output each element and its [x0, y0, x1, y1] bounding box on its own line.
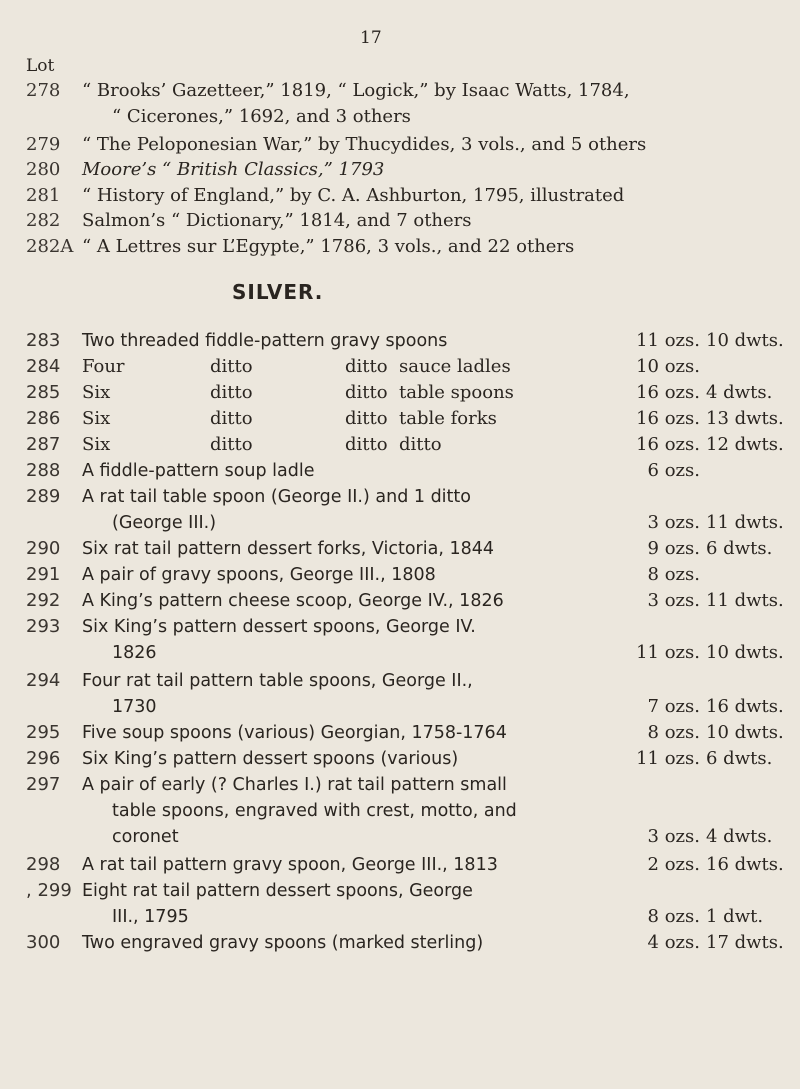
- weight-ounces: 11 ozs.: [636, 748, 700, 769]
- weight-pennyweights: 16 dwts.: [706, 854, 784, 875]
- weight-ounces: 11 ozs.: [636, 330, 700, 351]
- lot-item-type: ditto table spoons: [345, 382, 514, 403]
- lot-item-type: ditto ditto: [345, 434, 442, 455]
- weight-pennyweights: 1 dwt.: [706, 906, 764, 927]
- lot-item-type: ditto table forks: [345, 408, 497, 429]
- lot-number: 282A: [26, 236, 74, 257]
- lot-description-continued: III., 1795: [112, 907, 189, 927]
- lot-description: Four rat tail pattern table spoons, George II.,: [82, 671, 473, 691]
- lot-number: 284: [26, 356, 61, 377]
- weight-pennyweights: 10 dwts.: [706, 722, 784, 743]
- lot-description: Two engraved gravy spoons (marked sterling): [82, 933, 484, 953]
- lot-description: “ History of England,” by C. A. Ashburton, 1795, illustrated: [82, 185, 625, 206]
- lot-number: 298: [26, 854, 61, 875]
- lot-description-continued: “ Cicerones,” 1692, and 3 others: [112, 106, 411, 127]
- lot-number: 291: [26, 564, 61, 585]
- lot-column-header: Lot: [26, 56, 55, 76]
- weight-pennyweights: 10 dwts.: [706, 642, 784, 663]
- weight-ounces: 11 ozs.: [636, 642, 700, 663]
- lot-description: “ A Lettres sur L’Egypte,” 1786, 3 vols., and 22 others: [82, 236, 575, 257]
- weight-ounces: 4 ozs.: [647, 932, 700, 953]
- weight-pennyweights: 4 dwts.: [706, 826, 773, 847]
- weight-pennyweights: 4 dwts.: [706, 382, 773, 403]
- lot-number: 283: [26, 330, 61, 351]
- lot-number: 296: [26, 748, 61, 769]
- lot-number: 282: [26, 210, 61, 231]
- lot-description: A rat tail table spoon (George II.) and 1 ditto: [82, 487, 471, 507]
- weight-ounces: 3 ozs.: [647, 590, 700, 611]
- lot-description-continued: (George III.): [112, 513, 217, 533]
- lot-ditto: ditto: [210, 408, 253, 429]
- weight-pennyweights: 16 dwts.: [706, 696, 784, 717]
- weight-ounces: 2 ozs.: [647, 854, 700, 875]
- lot-description: A pair of early (? Charles I.) rat tail pattern small: [82, 775, 507, 795]
- lot-number: 280: [26, 159, 61, 180]
- lot-quantity: Six: [82, 408, 111, 429]
- lot-number: 285: [26, 382, 61, 403]
- lot-description-continued: coronet: [112, 827, 179, 847]
- weight-ounces: 9 ozs.: [647, 538, 700, 559]
- lot-description: A King’s pattern cheese scoop, George IV., 1826: [82, 591, 504, 611]
- lot-description: “ The Peloponesian War,” by Thucydides, 3 vols., and 5 others: [82, 134, 647, 155]
- lot-description: Moore’s “ British Classics,” 1793: [82, 159, 385, 180]
- lot-number: 293: [26, 616, 61, 637]
- lot-item-type: ditto sauce ladles: [345, 356, 511, 377]
- weight-pennyweights: 11 dwts.: [706, 512, 784, 533]
- lot-quantity: Four: [82, 356, 125, 377]
- lot-description: Five soup spoons (various) Georgian, 1758-1764: [82, 723, 507, 743]
- lot-quantity: Six: [82, 382, 111, 403]
- lot-number: 300: [26, 932, 61, 953]
- lot-description: Six King’s pattern dessert spoons, George IV.: [82, 617, 476, 637]
- lot-number: 281: [26, 185, 61, 206]
- lot-description: Six King’s pattern dessert spoons (various): [82, 749, 459, 769]
- lot-number: , 299: [26, 880, 72, 901]
- weight-pennyweights: 13 dwts.: [706, 408, 784, 429]
- weight-ounces: 16 ozs.: [636, 434, 700, 455]
- lot-ditto: ditto: [210, 382, 253, 403]
- lot-description: Six rat tail pattern dessert forks, Victoria, 1844: [82, 539, 494, 559]
- lot-description-continued: table spoons, engraved with crest, motto, and: [112, 801, 517, 821]
- lot-number: 292: [26, 590, 61, 611]
- weight-pennyweights: 17 dwts.: [706, 932, 784, 953]
- weight-ounces: 10 ozs.: [636, 356, 700, 377]
- lot-number: 289: [26, 486, 61, 507]
- lot-number: 288: [26, 460, 61, 481]
- lot-number: 294: [26, 670, 61, 691]
- lot-ditto: ditto: [210, 356, 253, 377]
- lot-description: Salmon’s “ Dictionary,” 1814, and 7 others: [82, 210, 472, 231]
- lot-description: A fiddle-pattern soup ladle: [82, 461, 315, 481]
- weight-ounces: 8 ozs.: [647, 564, 700, 585]
- lot-description: A rat tail pattern gravy spoon, George III., 1813: [82, 855, 498, 875]
- lot-number: 287: [26, 434, 61, 455]
- weight-ounces: 16 ozs.: [636, 408, 700, 429]
- weight-pennyweights: 6 dwts.: [706, 748, 773, 769]
- weight-ounces: 3 ozs.: [647, 512, 700, 533]
- lot-number: 279: [26, 134, 61, 155]
- lot-description: Two threaded fiddle-pattern gravy spoons: [82, 331, 448, 351]
- lot-description-continued: 1826: [112, 643, 157, 663]
- lot-number: 295: [26, 722, 61, 743]
- lot-description: “ Brooks’ Gazetteer,” 1819, “ Logick,” by Isaac Watts, 1784,: [82, 80, 630, 101]
- weight-ounces: 3 ozs.: [647, 826, 700, 847]
- weight-ounces: 7 ozs.: [647, 696, 700, 717]
- weight-pennyweights: 6 dwts.: [706, 538, 773, 559]
- lot-ditto: ditto: [210, 434, 253, 455]
- weight-ounces: 8 ozs.: [647, 906, 700, 927]
- lot-number: 290: [26, 538, 61, 559]
- weight-ounces: 16 ozs.: [636, 382, 700, 403]
- weight-ounces: 8 ozs.: [647, 722, 700, 743]
- lot-number: 278: [26, 80, 61, 101]
- lot-number: 286: [26, 408, 61, 429]
- weight-pennyweights: 12 dwts.: [706, 434, 784, 455]
- page-number: 17: [360, 28, 382, 48]
- lot-description-continued: 1730: [112, 697, 157, 717]
- lot-number: 297: [26, 774, 61, 795]
- section-title: SILVER.: [232, 280, 324, 304]
- weight-pennyweights: 10 dwts.: [706, 330, 784, 351]
- lot-description: A pair of gravy spoons, George III., 1808: [82, 565, 436, 585]
- lot-quantity: Six: [82, 434, 111, 455]
- weight-pennyweights: 11 dwts.: [706, 590, 784, 611]
- lot-description: Eight rat tail pattern dessert spoons, George: [82, 881, 473, 901]
- weight-ounces: 6 ozs.: [647, 460, 700, 481]
